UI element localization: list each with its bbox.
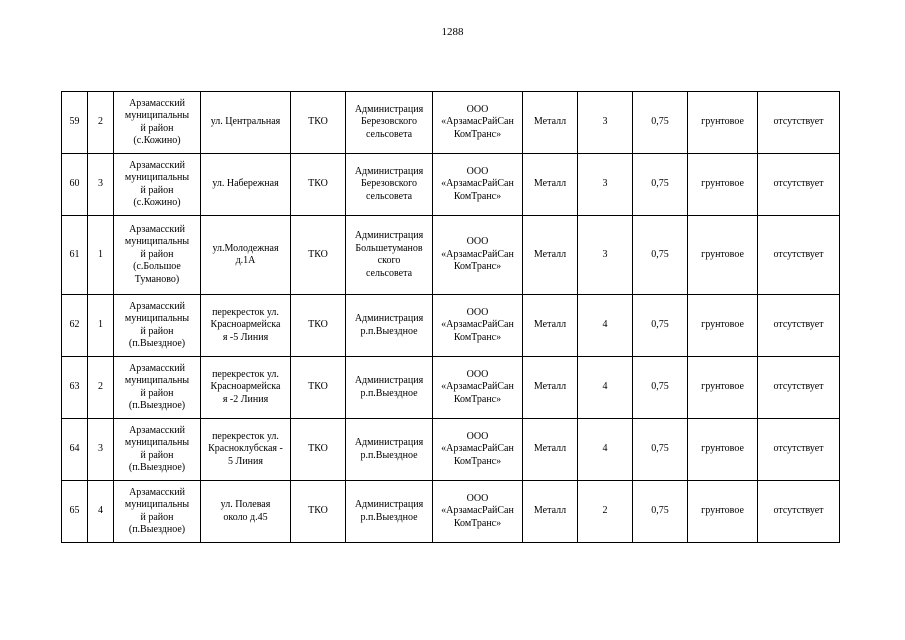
cell-district-line: (п.Выездное) [128,524,186,535]
cell-district-line: муниципальны [124,375,190,386]
cell-material: Металл [523,419,578,481]
cell-container-count: 3 [578,92,633,154]
cell-surface: грунтовое [688,216,758,295]
cell-district [114,357,201,419]
cell-administration-line: р.п.Выездное [360,511,418,523]
cell-surface: грунтовое [688,419,758,481]
cell-operator [433,419,523,481]
cell-fence: отсутствует [758,295,840,357]
cell-district-line: й район [140,122,174,134]
cell-waste-type: ТКО [291,92,346,154]
cell-operator-line: ООО [466,236,489,248]
cell-administration [346,295,433,357]
cell-surface: грунтовое [688,295,758,357]
cell-waste-type: ТКО [291,295,346,357]
cell-district-line: й район [140,449,174,461]
cell-location-line: Красноармейска [210,381,281,393]
cell-fence: отсутствует [758,419,840,481]
cell-location-line: перекресток ул. [212,430,279,442]
cell-district-line: Туманово) [134,273,180,285]
cell-number: 59 [62,92,88,154]
cell-fence: отсутствует [758,481,840,543]
cell-district-line: Арзамасский [129,424,185,436]
cell-location-line: около д.45 [223,511,268,523]
cell-sub-number: 3 [88,419,114,481]
table-row [62,92,840,154]
cell-administration-line: р.п.Выездное [360,325,418,337]
cell-operator-line: КомТранс» [453,455,502,467]
cell-district [114,216,201,295]
cell-location-line: ул.Молодежная [212,242,279,254]
cell-district [114,92,201,154]
cell-district-line: Арзамасский [129,159,185,171]
cell-administration-line: Администрация [354,230,424,241]
cell-district-line: й район [140,325,174,337]
cell-sub-number: 4 [88,481,114,543]
cell-container-count: 2 [578,481,633,543]
cell-location [201,357,291,419]
cell-district [114,419,201,481]
cell-district-line: (п.Выездное) [128,338,186,349]
cell-operator-line: ООО [466,306,489,318]
cell-administration-line: Березовского [361,116,417,128]
cell-material: Металл [523,481,578,543]
cell-operator-line: «АрзамасРайСан [441,443,514,455]
table-row [62,154,840,216]
cell-location-line: Красноармейска [210,319,281,331]
cell-district-line: Арзамасский [129,97,185,109]
cell-container-count: 4 [578,357,633,419]
cell-administration-line: сельсовета [365,128,413,140]
cell-district-line: (с.Большое [133,261,181,273]
cell-administration-line: ского [377,255,401,266]
cell-district-line: Арзамасский [129,486,185,498]
cell-fence: отсутствует [758,154,840,216]
cell-sub-number: 1 [88,295,114,357]
table-row [62,357,840,419]
cell-administration [346,357,433,419]
cell-container-count: 4 [578,419,633,481]
cell-administration-line: р.п.Выездное [360,449,418,461]
cell-operator-line: «АрзамасРайСан [441,248,514,260]
cell-operator-line: «АрзамасРайСан [441,505,514,517]
cell-district-line: Арзамасский [129,362,185,374]
cell-district-line: муниципальны [124,110,190,121]
cell-number: 62 [62,295,88,357]
cell-number: 65 [62,481,88,543]
cell-district-line: муниципальны [124,236,190,248]
cell-number: 61 [62,216,88,295]
cell-administration-line: Администрация [354,437,424,448]
cell-operator-line: КомТранс» [453,261,502,273]
cell-fence: отсутствует [758,216,840,295]
cell-volume: 0,75 [633,216,688,295]
cell-district-line: й район [140,387,174,399]
table-row [62,419,840,481]
cell-location-line: Красноклубская - [208,443,283,455]
cell-administration [346,216,433,295]
cell-material: Металл [523,295,578,357]
cell-container-count: 3 [578,154,633,216]
cell-sub-number: 2 [88,92,114,154]
table-row [62,481,840,543]
cell-fence: отсутствует [758,357,840,419]
table-body [62,92,840,543]
cell-district-line: муниципальны [124,313,190,324]
cell-operator-line: КомТранс» [453,393,502,405]
cell-location-line: ул. Центральная [210,116,281,128]
cell-location-line: ул. Набережная [212,178,279,190]
cell-administration-line: сельсовета [365,267,413,279]
cell-waste-type: ТКО [291,419,346,481]
cell-waste-type: ТКО [291,481,346,543]
cell-district-line: муниципальны [124,499,190,510]
cell-number: 63 [62,357,88,419]
cell-container-count: 4 [578,295,633,357]
cell-operator-line: «АрзамасРайСан [441,178,514,190]
cell-location [201,419,291,481]
cell-district-line: (с.Кожино) [133,197,181,208]
cell-district-line: й район [140,511,174,523]
cell-operator [433,295,523,357]
page-number: 1288 [441,26,464,38]
cell-volume: 0,75 [633,419,688,481]
cell-administration [346,419,433,481]
cell-administration-line: Администрация [354,313,424,324]
cell-volume: 0,75 [633,357,688,419]
cell-material: Металл [523,357,578,419]
cell-administration [346,481,433,543]
cell-location [201,154,291,216]
cell-operator [433,481,523,543]
cell-administration-line: Администрация [354,165,424,177]
cell-administration-line: Администрация [354,375,424,386]
cell-district [114,481,201,543]
cell-operator [433,154,523,216]
cell-district [114,295,201,357]
cell-district-line: (п.Выездное) [128,400,186,411]
cell-sub-number: 1 [88,216,114,295]
cell-operator [433,216,523,295]
cell-material: Металл [523,92,578,154]
cell-surface: грунтовое [688,154,758,216]
cell-container-count: 3 [578,216,633,295]
cell-district-line: муниципальны [124,172,190,183]
cell-district [114,154,201,216]
cell-location-line: перекресток ул. [212,368,279,380]
cell-location [201,481,291,543]
cell-operator [433,357,523,419]
cell-sub-number: 3 [88,154,114,216]
cell-operator-line: «АрзамасРайСан [441,319,514,331]
cell-material: Металл [523,216,578,295]
cell-volume: 0,75 [633,295,688,357]
cell-sub-number: 2 [88,357,114,419]
cell-waste-type: ТКО [291,154,346,216]
table-row [62,216,840,295]
cell-operator [433,92,523,154]
cell-operator-line: КомТранс» [453,331,502,343]
cell-operator-line: КомТранс» [453,190,502,202]
cell-operator-line: «АрзамасРайСан [441,381,514,393]
cell-administration-line: Администрация [354,499,424,510]
table-row [62,295,840,357]
cell-operator-line: КомТранс» [453,128,502,140]
cell-volume: 0,75 [633,481,688,543]
cell-administration-line: сельсовета [365,190,413,202]
cell-operator-line: ООО [466,368,489,380]
cell-operator-line: ООО [466,165,489,177]
waste-sites-table [61,91,840,543]
cell-volume: 0,75 [633,154,688,216]
cell-fence: отсутствует [758,92,840,154]
cell-surface: грунтовое [688,92,758,154]
cell-administration-line: Администрация [354,103,424,115]
cell-administration-line: р.п.Выездное [360,387,418,399]
cell-waste-type: ТКО [291,357,346,419]
cell-location-line: д.1А [235,255,256,266]
cell-location-line: 5 Линия [228,455,263,467]
cell-district-line: й район [140,248,174,260]
cell-operator-line: КомТранс» [453,517,502,529]
cell-district-line: Арзамасский [129,300,185,312]
cell-location-line: ул. Полевая [220,499,271,510]
cell-administration [346,154,433,216]
cell-location-line: я -5 Линия [222,331,269,343]
cell-administration-line: Большетуманов [355,242,423,254]
cell-location-line: я -2 Линия [222,393,269,405]
cell-material: Металл [523,154,578,216]
cell-surface: грунтовое [688,357,758,419]
cell-operator-line: ООО [466,103,489,115]
cell-surface: грунтовое [688,481,758,543]
cell-district-line: й район [140,184,174,196]
cell-location-line: перекресток ул. [212,306,279,318]
cell-district-line: (с.Кожино) [133,135,181,146]
cell-administration-line: Березовского [361,178,417,190]
cell-district-line: Арзамасский [129,223,185,235]
cell-district-line: муниципальны [124,437,190,448]
cell-operator-line: ООО [466,492,489,504]
cell-administration [346,92,433,154]
cell-district-line: (п.Выездное) [128,462,186,473]
cell-number: 60 [62,154,88,216]
cell-operator-line: «АрзамасРайСан [441,116,514,128]
cell-location [201,92,291,154]
cell-location [201,295,291,357]
cell-volume: 0,75 [633,92,688,154]
cell-operator-line: ООО [466,430,489,442]
cell-waste-type: ТКО [291,216,346,295]
cell-location [201,216,291,295]
cell-number: 64 [62,419,88,481]
